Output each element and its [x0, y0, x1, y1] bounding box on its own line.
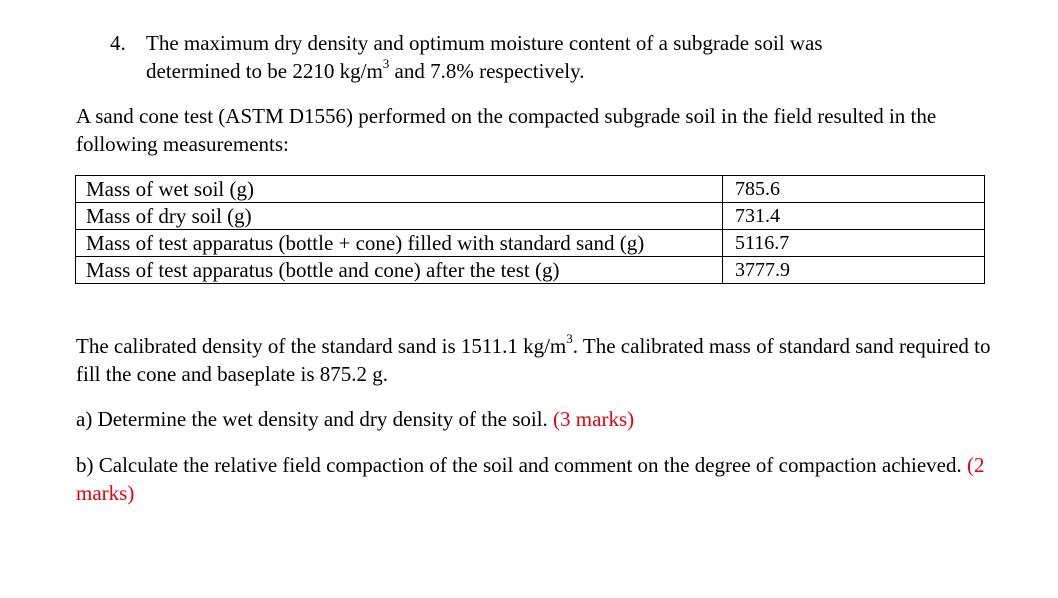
measurement-value: 3777.9: [723, 257, 985, 284]
part-a-marks: (3 marks): [553, 407, 635, 431]
measurement-value: 5116.7: [723, 230, 985, 257]
part-b-text: b) Calculate the relative field compaction of the soil and comment on the degree of compaction achieved.: [76, 453, 967, 477]
table-row: [76, 176, 985, 203]
cubic-superscript: 3: [382, 56, 390, 71]
measurement-value: 785.6: [723, 176, 985, 203]
question-line-2-prefix: determined to be 2210 kg/m: [146, 59, 383, 83]
measurements-table: [75, 175, 985, 284]
question-number: 4.: [110, 31, 126, 55]
measurement-value: 731.4: [723, 203, 985, 230]
table-row: [76, 230, 985, 257]
part-b-question: [76, 451, 1016, 507]
question-line-2-suffix: and 7.8% respectively.: [389, 59, 585, 83]
cubic-superscript: 3: [566, 331, 573, 346]
measurement-label: Mass of test apparatus (bottle + cone) filled with standard sand (g): [76, 230, 723, 257]
calibration-suffix: . The calibrated mass of standard sand required to fill the cone and baseplate is 875.2 g.: [76, 334, 991, 386]
question-text: [146, 29, 1006, 85]
measurement-label: Mass of dry soil (g): [76, 203, 723, 230]
part-b-marks: (2 marks): [76, 453, 985, 505]
measurement-label: Mass of wet soil (g): [76, 176, 723, 203]
question-line-1: The maximum dry density and optimum moisture content of a subgrade soil was: [146, 31, 823, 55]
calibration-paragraph: [76, 332, 1016, 388]
intro-paragraph: A sand cone test (ASTM D1556) performed on the compacted subgrade soil in the field resulted in the following measurements:: [76, 104, 937, 156]
table-row: [76, 257, 985, 284]
measurement-label: Mass of test apparatus (bottle and cone) after the test (g): [76, 257, 723, 284]
question-line-2: [146, 57, 1006, 85]
table-row: [76, 203, 985, 230]
part-a-text: a) Determine the wet density and dry density of the soil.: [76, 407, 554, 431]
calibration-prefix: The calibrated density of the standard sand is 1511.1 kg/m: [76, 334, 567, 358]
part-a-question: [76, 405, 1016, 433]
